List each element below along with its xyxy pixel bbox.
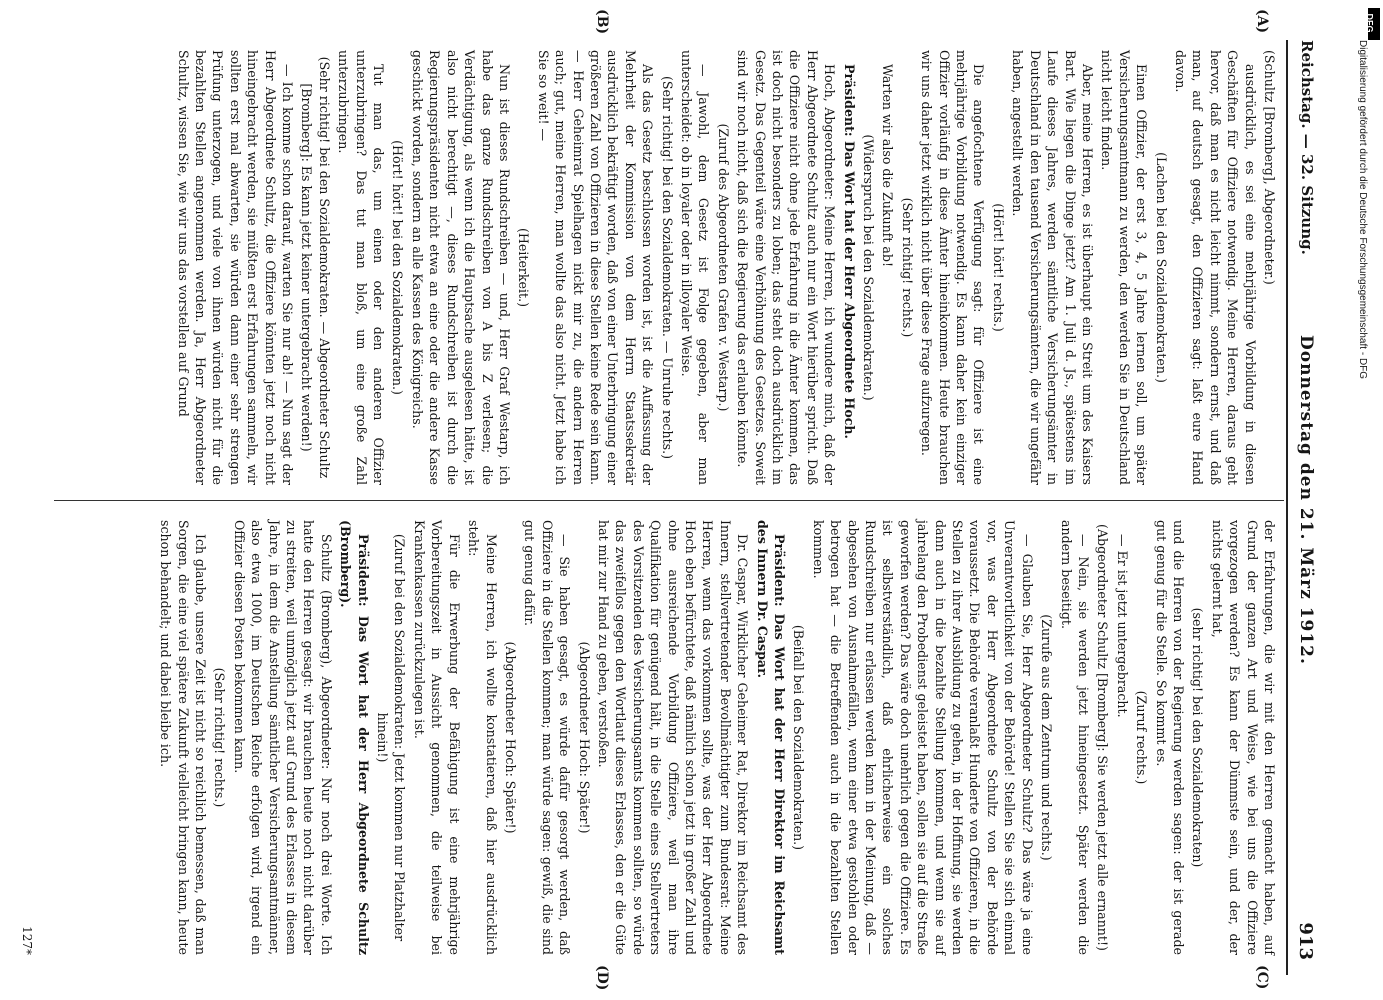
- left-column-paragraph: (Sehr richtig! bei den Sozialdemokraten. — Unruhe rechts.): [659, 75, 675, 460]
- left-column-paragraph: (Hört! hört! bei den Sozialdemokraten.): [390, 140, 406, 395]
- left-column-paragraph: ausdrücklich, es sei eine mehrjährige Vorbildung in diesen Geschäften für Offiziere notwendig. Meine Herren, daraus geht hervor, daß man es nicht leicht nimmt, sondern ernst, und daß man, auf deutsch gesagt, den Offizieren sagt: laßt eure Hand davon.: [1172, 50, 1258, 485]
- left-column-paragraph: Als das Gesetz beschlossen worden ist, ist die Auffassung der Mehrheit der Kommission von dem Herrn Staatssekretär ausdrücklich bekräftigt worden, daß von einer Unterbringung einer größeren Zahl von Offizieren in diese Stellen keine Rede sein kann. — Herr Geheimrat Spielhagen nickt mir zu, die andern Herren auch; gut, meine Herren, man wollte das also nicht. Jetzt habe ich Sie so weit! —: [535, 50, 656, 485]
- right-column-paragraph: (Beifall bei den Sozialdemokraten.): [791, 624, 807, 851]
- right-column-paragraph: Ich glaube, unsere Zeit ist nicht so reichlich bemessen, daß man Sorgen, die eine viel spätere Zukunft vielleicht bringen kann, heute schon behandelt; und dabei bleibe ich.: [158, 520, 209, 955]
- right-column-paragraph: Präsident: Das Wort hat der Herr Abgeordnete Schultz (Bromberg).: [338, 520, 371, 955]
- left-column-paragraph: Die angefochtene Verfügung sagt: für Offiziere ist eine mehrjährige Vorbildung notwendig. Es kann daher kein einziger Offizier vorläufig in diese Ämter hineinkommen. Heute brauchen wir uns daher jetzt wirklich nicht über diese Frage aufzuregen.: [919, 50, 987, 485]
- left-column-paragraph: (Zuruf des Abgeordneten Grafen v. Westarp.): [715, 123, 731, 412]
- left-column-paragraph: Nun ist dieses Rundschreiben — und, Herr Graf Westarp, ich habe das ganze Rundschreiben von A bis Z verlesen; die Verdächtigung, als wenn ich die Hauptsache ausgelesen hätte, ist also nicht berechtigt —, dieses Rundschreiben ist durch die Regierungspräsidenten nicht etwa an eine oder die andere Kasse geschickt worden, sondern an alle Kassen des Königreichs.: [409, 50, 512, 485]
- left-column-paragraph: Hoch, Abgeordneter: Meine Herren, ich wundere mich, daß der Herr Abgeordnete Schultz auch nur ein Wort hierüber spricht. Daß die Offiziere nicht ohne jede Erfahrung in die Ämter kommen, das ist doch nicht besonders zu loben; das steht doch ausdrücklich im Gesetz. Das Gegenteil wäre eine Verhöhnung des Gesetzes. Soweit sind wir noch nicht, daß sich die Regierung das erlauben könnte.: [735, 50, 838, 485]
- margin-marker-d: (D): [594, 965, 610, 991]
- column-divider: [54, 500, 1284, 501]
- left-column-paragraph: Warten wir also die Zukunft ab!: [880, 64, 896, 268]
- header-rule: [1286, 40, 1288, 975]
- left-column: [172, 50, 1278, 485]
- header-left: Reichstag. — 32. Sitzung.: [1298, 40, 1316, 255]
- right-column-paragraph: (Abgeordneter Hoch: Später!): [576, 641, 592, 834]
- left-column-paragraph: — Jawohl, dem Gesetz ist Folge gegeben, aber man unterscheidet: ob in loyaler oder in illoyaler Weise.: [679, 50, 712, 485]
- right-column-paragraph: — Er ist jetzt untergebracht.: [1114, 534, 1130, 718]
- right-column-paragraph: Für die Erwerbung der Befähigung ist eine mehrjährige Vorbereitungszeit in Aussicht genommen, die teilweise bei Krankenkassen zurückzulegen ist.: [411, 520, 462, 955]
- left-column-paragraph: (Schultz [Bromberg], Abgeordneter.): [1262, 50, 1277, 285]
- running-header: [1286, 5, 1316, 995]
- rotated-page-content: [0, 5, 1330, 995]
- right-column-paragraph: Dr. Caspar, Wirklicher Geheimer Rat, Direktor im Reichsamt des Innern, stellvertretender Bevollmächtigter zum Bundesrat: Meine Herren, wenn das vorkommen sollte, was der Herr Abgeordnete Hoch eben befürchtete, daß nämlich schon jetzt in großer Zahl und ohne ausreichende Vorbildung Offiziere, weil man ihre Qualifikation für genügend hält, in die Stelle eines Stellvertreters des Vorsitzenden des Versicherungsamts kommen sollten, so würde das zweifellos gegen den Wortlaut dieses Erlasses, den er die Güte hat mir zur Hand zu geben, verstoßen.: [595, 520, 751, 955]
- credit-text: Digitalisierung gefördert durch die Deutsche Forschungsgemeinschaft - DFG: [1357, 40, 1368, 380]
- margin-marker-c: (C): [1254, 965, 1270, 990]
- left-column-paragraph: Aber, meine Herren, es ist überhaupt ein Streit um des Kaisers Bart. Wie liegen die Dinge jetzt? Am 1. Juli d. Js., spätestens im Laufe dieses Jahres, werden sämtliche Versicherungsämter in Deutschland in den tausend Versicherungsämtern, die wir ungefähr haben, angestellt werden.: [1010, 50, 1095, 485]
- margin-marker-b: (B): [594, 9, 610, 35]
- dfg-logo: [1364, 8, 1380, 40]
- margin-marker-a: (A): [1254, 9, 1270, 34]
- right-column-paragraph: — Nein, sie werden jetzt hineingesetzt. Später werden die andern beseitigt.: [1058, 520, 1091, 955]
- left-column-paragraph: — Ich komme schon darauf, warten Sie nur ab! — Nun sagt der Herr Abgeordnete Schultz, die Offiziere könnten jetzt noch nicht hineingebracht werden, sie müßten erst Erfahrungen sammeln, wir sollten erst mal abwarten, sie würden dann einer sehr strengen Prüfung unterzogen, und viele von ihnen würden nicht für die bezahlten Stellen angenommen werden. Ja, Herr Abgeordneter Schultz, wissen Sie, wie wir uns das vorstellen auf Grund: [175, 50, 296, 485]
- left-column-paragraph: (Lachen bei den Sozialdemokraten.): [1153, 152, 1169, 383]
- right-column-paragraph: (sehr richtig! bei den Sozialdemokraten): [1190, 607, 1206, 868]
- right-column-paragraph: (Zuruf rechts.): [1134, 690, 1150, 785]
- page-number: 913: [1295, 922, 1316, 960]
- left-column-paragraph: (Sehr richtig! bei den Sozialdemokraten. — Abgeordneter Schultz [Bromberg]: Es kann jetzt keiner untergebracht werden!): [299, 56, 332, 479]
- left-column-paragraph: Tut man das, um einen oder den anderen Offizier unterzubringen? Das tut man bloß, um eine große Zahl unterzubringen.: [336, 50, 387, 485]
- left-column-paragraph: (Hört! hört! rechts.): [990, 203, 1006, 332]
- signature-mark: 127*: [20, 926, 34, 955]
- right-column-paragraph: (Zurufe aus dem Zentrum und rechts.): [1039, 614, 1055, 861]
- right-column-paragraph: Präsident: Das Wort hat der Herr Direktor im Reichsamt des Innern Dr. Caspar.: [754, 520, 788, 955]
- right-column: [155, 520, 1278, 955]
- right-column-paragraph: Meine Herren, ich wollte konstatieren, daß hier ausdrücklich steht:: [466, 520, 499, 955]
- right-column-paragraph: (Zuruf bei den Sozialdemokraten: Jetzt kommen nur Platzhalter hinein!): [375, 533, 408, 942]
- right-column-paragraph: Schultz (Bromberg), Abgeordneter: Nur noch drei Worte. Ich hatte den Herren gesagt: wir brauchen heute noch nicht darüber zu streiten, weil unmöglich jetzt auf Grund des Erlasses in diesem Jahre, in dem die Anstellung sämtlicher Versicherungsamtmänner, also etwa 1000, im Deutschen Reiche erfolgen wird, irgend ein Offizier diesen Posten bekommen kann.: [231, 520, 334, 955]
- right-column-paragraph: (Abgeordneter Schultz [Bromberg]: Sie werden jetzt alle ernannt!): [1095, 524, 1111, 951]
- right-column-paragraph: — Glauben Sie, Herr Abgeordneter Schultz? Das wäre ja eine Unverantwortlichkeit von der Behörde! Stellen Sie sie sich einmal vor, was der Herr Abgeordnete Schultz von der Behörde voraussetzt. Die Behörde veranlaßt Hunderte von Offizieren, in die Stellen zu ihrer Ausbildung zu gehen, in der Hoffnung, sie werden dann auch in die bezahlte Stellung kommen, und wenn sie auf jahrelang den Probedienst geleistet haben, sollen sie auf die Straße geworfen werden? Das wäre doch unehrlich gegen die Offiziere. Es ist selbstverständlich, daß ehrlicherweise ein solches Rundschreiben nur erlassen werden kann in der Meinung, daß — abgesehen von Ausnahmefällen, wenn einer etwa gestohlen oder betrogen hat — die Betreffenden auch in die bezahlten Stellen kommen.: [810, 520, 1035, 955]
- left-column-paragraph: (Widerspruch bei den Sozialdemokraten.): [861, 134, 877, 401]
- left-column-paragraph: Präsident: Das Wort hat der Herr Abgeordnete Hoch.: [841, 64, 857, 439]
- digitization-credit: [1350, 40, 1370, 980]
- right-column-paragraph: und die Herren von der Regierung werden sagen: der ist gerade gut genug für die Stelle. So kommt es.: [1153, 520, 1186, 955]
- left-column-paragraph: (Heiterkeit.): [516, 228, 532, 307]
- right-column-paragraph: (Abgeordneter Hoch: Später!): [502, 641, 518, 834]
- right-column-paragraph: — Sie haben gesagt, es würde dafür gesorgt werden, daß Offiziere in die Stellen kommen; man würde sagen: gewiß, die sind gut genug dafür.: [522, 520, 573, 955]
- header-date: Donnerstag den 21. März 1912.: [1296, 335, 1316, 665]
- logo-text: DFG: [1364, 13, 1375, 33]
- left-column-paragraph: Einen Offizier, der erst 3, 4, 5 Jahre lernen soll, um später Versicherungsamtmann zu werden, den werden Sie in Deutschland nicht leicht finden.: [1099, 50, 1150, 485]
- left-column-paragraph: (Sehr richtig! rechts.): [899, 197, 915, 338]
- right-column-paragraph: (Sehr richtig! rechts.): [212, 667, 228, 808]
- right-column-paragraph: der Erfahrungen, die wir mit den Herren gemacht haben, auf Grund der ganzen Art und Weise, wie bei uns die Offiziere vorgezogen werden? Es kann der Dümmste sein, und der, der nichts gelernt hat,: [1209, 520, 1277, 955]
